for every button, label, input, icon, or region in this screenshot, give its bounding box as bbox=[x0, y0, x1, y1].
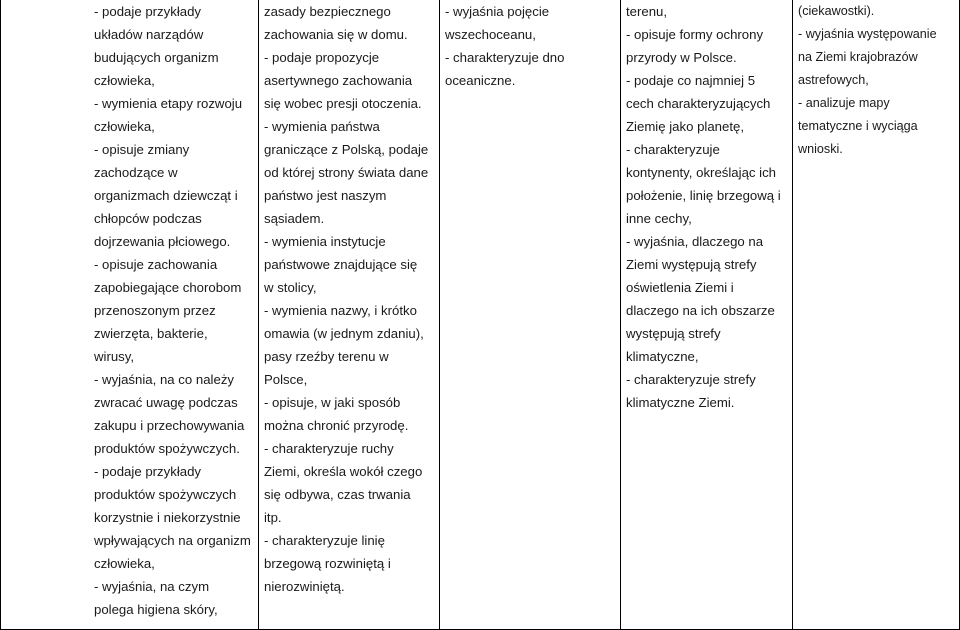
table-cell-line: w stolicy, bbox=[264, 280, 317, 295]
table-cell-line: klimatyczne, bbox=[626, 349, 699, 364]
table-cell-line: inne cechy, bbox=[626, 211, 692, 226]
table-cell-line: państwowe znajdujące się bbox=[264, 257, 418, 272]
table-cell-line: - wymienia nazwy, i krótko bbox=[264, 303, 417, 318]
table-cell-line: - charakteryzuje strefy bbox=[626, 372, 756, 387]
table-cell-line: asertywnego zachowania bbox=[264, 73, 413, 88]
table-cell-line: człowieka, bbox=[94, 119, 155, 134]
table-cell-line: Ziemię jako planetę, bbox=[626, 119, 745, 134]
table-cell-line: można chronić przyrodę. bbox=[264, 418, 409, 433]
table-column-1 bbox=[1, 0, 259, 630]
table-cell-line: - wymienia państwa bbox=[264, 119, 380, 134]
table-cell-line: omawia (w jednym zdaniu), bbox=[264, 326, 424, 341]
table-cell-line: astrefowych, bbox=[798, 73, 869, 87]
table-cell-line: przyrody w Polsce. bbox=[626, 50, 737, 65]
table-cell-line: - opisuje zachowania bbox=[94, 257, 218, 272]
table-cell-line: oceaniczne. bbox=[445, 73, 516, 88]
table-cell-line: dlaczego na ich obszarze bbox=[626, 303, 775, 318]
table-cell-line: położenie, linię brzegową i bbox=[626, 188, 781, 203]
table-cell-line: pasy rzeźby terenu w bbox=[264, 349, 389, 364]
table-cell-line: itp. bbox=[264, 510, 282, 525]
table-cell-line: dojrzewania płciowego. bbox=[94, 234, 231, 249]
table-cell-line: - charakteryzuje ruchy bbox=[264, 441, 394, 456]
table-cell-line: od której strony świata dane bbox=[264, 165, 429, 180]
table-cell-line: zachodzące w bbox=[94, 165, 178, 180]
table-cell-line: się odbywa, czas trwania bbox=[264, 487, 411, 502]
table-cell-line: wszechoceanu, bbox=[445, 27, 536, 42]
table-cell-line: zwracać uwagę podczas bbox=[94, 395, 238, 410]
table-column-3 bbox=[440, 0, 621, 630]
table-cell-line: - wymienia instytucje bbox=[264, 234, 386, 249]
table-cell-line: cech charakteryzujących bbox=[626, 96, 771, 111]
table-column-5 bbox=[793, 0, 960, 630]
table-cell-line: - opisuje zmiany bbox=[94, 142, 190, 157]
table-cell-line: kontynenty, określając ich bbox=[626, 165, 777, 180]
table-column-4 bbox=[621, 0, 793, 630]
table-cell-line: na Ziemi krajobrazów bbox=[798, 50, 918, 64]
table-cell-line: zasady bezpiecznego bbox=[264, 4, 391, 19]
table-cell-line: - podaje przykłady bbox=[94, 4, 202, 19]
table-cell-line: - charakteryzuje linię bbox=[264, 533, 385, 548]
table-cell-line: nierozwiniętą. bbox=[264, 579, 345, 594]
table-cell-line: korzystnie i niekorzystnie bbox=[94, 510, 241, 525]
table-cell-line: - wyjaśnia, na co należy bbox=[94, 372, 235, 387]
table-cell-line: się wobec presji otoczenia. bbox=[264, 96, 422, 111]
table-cell-line: Ziemi, określa wokół czego bbox=[264, 464, 423, 479]
table-cell-line: - wymienia etapy rozwoju bbox=[94, 96, 243, 111]
table-cell-line: Ziemi występują strefy bbox=[626, 257, 757, 272]
table-cell-line: klimatyczne Ziemi. bbox=[626, 395, 735, 410]
table-cell-line: organizmach dziewcząt i bbox=[94, 188, 238, 203]
table-cell-line: budujących organizm bbox=[94, 50, 219, 65]
table-cell-line: układów narządów bbox=[94, 27, 204, 42]
table-cell-line: wirusy, bbox=[94, 349, 135, 364]
table-cell-line: (ciekawostki). bbox=[798, 4, 875, 18]
table-column-2 bbox=[259, 0, 440, 630]
table-cell-line: - podaje przykłady bbox=[94, 464, 202, 479]
table-cell-line: sąsiadem. bbox=[264, 211, 325, 226]
table-cell-line: zapobiegające chorobom bbox=[94, 280, 242, 295]
table-cell-line: wnioski. bbox=[798, 142, 843, 156]
table-cell-line: polega higiena skóry, bbox=[94, 602, 218, 617]
table-cell-line: człowieka, bbox=[94, 556, 155, 571]
table-cell-line: zakupu i przechowywania bbox=[94, 418, 245, 433]
table-cell-line: - analizuje mapy bbox=[798, 96, 890, 110]
table-cell-line: wpływających na organizm bbox=[94, 533, 251, 548]
table-cell-line: - opisuje, w jaki sposób bbox=[264, 395, 401, 410]
table-cell-line: produktów spożywczych bbox=[94, 487, 237, 502]
table-cell-line: - opisuje formy ochrony bbox=[626, 27, 764, 42]
table-cell-line: chłopców podczas bbox=[94, 211, 202, 226]
table-cell-line: występują strefy bbox=[626, 326, 721, 341]
table-cell-line: - wyjaśnia, na czym bbox=[94, 579, 210, 594]
table-cell-line: oświetlenia Ziemi i bbox=[626, 280, 734, 295]
table-cell-line: zachowania się w domu. bbox=[264, 27, 408, 42]
table-cell-line: terenu, bbox=[626, 4, 668, 19]
table-cell-line: brzegową rozwiniętą i bbox=[264, 556, 391, 571]
table-cell-line: państwo jest naszym bbox=[264, 188, 387, 203]
table-cell-line: zwierzęta, bakterie, bbox=[94, 326, 208, 341]
table-cell-line: przenoszonym przez bbox=[94, 303, 216, 318]
table-cell-line: człowieka, bbox=[94, 73, 155, 88]
table-cell-line: - wyjaśnia, dlaczego na bbox=[626, 234, 764, 249]
table-cell-line: tematyczne i wyciąga bbox=[798, 119, 918, 133]
table-cell-line: - charakteryzuje dno bbox=[445, 50, 565, 65]
table-cell-line: produktów spożywczych. bbox=[94, 441, 240, 456]
table-cell-line: - wyjaśnia występowanie bbox=[798, 27, 937, 41]
table-cell-line: - podaje co najmniej 5 bbox=[626, 73, 756, 88]
table-cell-line: graniczące z Polską, podaje bbox=[264, 142, 429, 157]
table-cell-line: - charakteryzuje bbox=[626, 142, 720, 157]
table-cell-line: - wyjaśnia pojęcie bbox=[445, 4, 550, 19]
table-cell-line: Polsce, bbox=[264, 372, 308, 387]
table-cell-line: - podaje propozycje bbox=[264, 50, 380, 65]
